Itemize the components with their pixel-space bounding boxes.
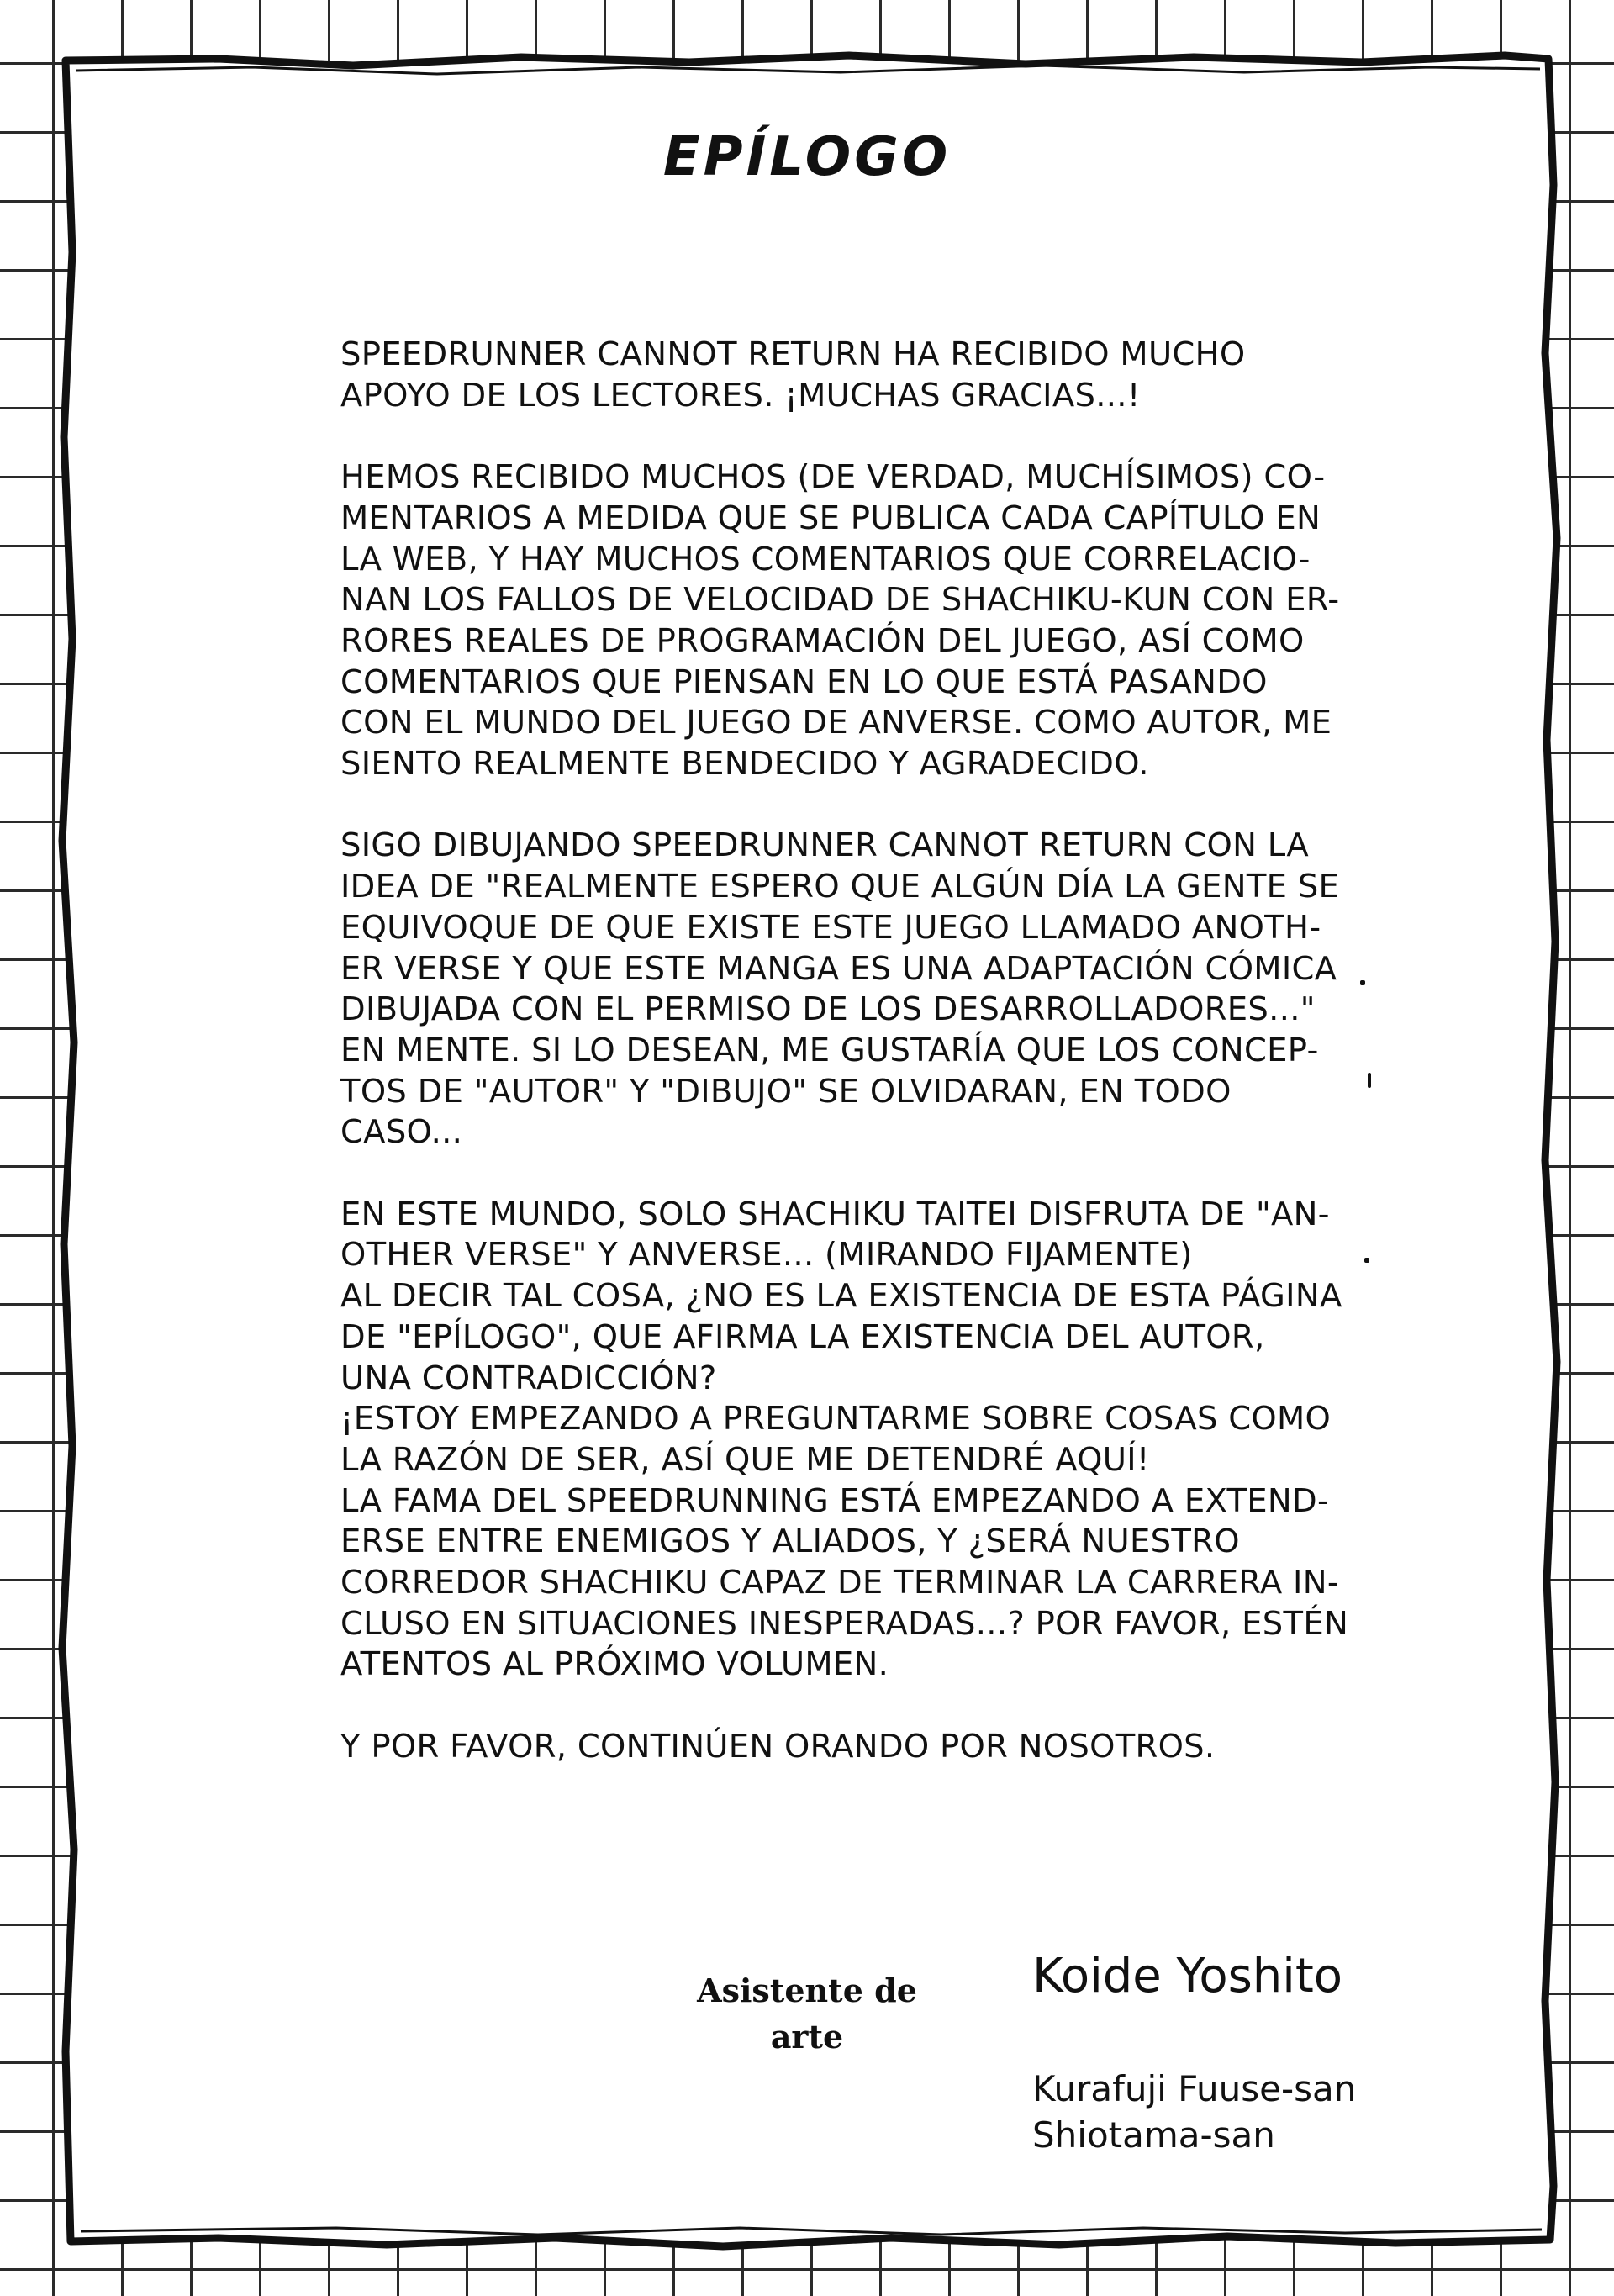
ink-speck xyxy=(1364,1258,1369,1263)
text-line: EQUIVOQUE DE QUE EXISTE ESTE JUEGO LLAMADO ANOTH- xyxy=(340,908,1321,947)
assistant-label-line: arte xyxy=(770,2018,844,2056)
art-assistant-label xyxy=(672,1967,942,2060)
text-line: UNA CONTRADICCIÓN? xyxy=(340,1359,717,1397)
text-line: LA FAMA DEL SPEEDRUNNING ESTÁ EMPEZANDO A EXTEND- xyxy=(340,1481,1330,1520)
text-line: OTHER VERSE" Y ANVERSE... (MIRANDO FIJAMENTE) xyxy=(340,1236,1193,1275)
text-line: ER VERSE Y QUE ESTE MANGA ES UNA ADAPTACIÓN CÓMICA xyxy=(340,949,1337,988)
text-line: MENTARIOS A MEDIDA QUE SE PUBLICA CADA CAPÍTULO EN xyxy=(340,499,1321,537)
text-line: APOYO DE LOS LECTORES. ¡MUCHAS GRACIAS...! xyxy=(340,376,1141,414)
text-line: LA WEB, Y HAY MUCHOS COMENTARIOS QUE CORRELACIO- xyxy=(340,540,1311,578)
text-line: DE "EPÍLOGO", QUE AFIRMA LA EXISTENCIA DEL AUTOR, xyxy=(340,1317,1265,1356)
text-line: AL DECIR TAL COSA, ¿NO ES LA EXISTENCIA DE ESTA PÁGINA xyxy=(340,1277,1342,1316)
paragraph-2 xyxy=(340,457,1383,785)
text-line: Y POR FAVOR, CONTINÚEN ORANDO POR NOSOTROS. xyxy=(340,1727,1216,1766)
author-name: Koide Yoshito xyxy=(1032,1949,1343,2003)
text-line: RORES REALES DE PROGRAMACIÓN DEL JUEGO, ASÍ COMO xyxy=(340,621,1305,660)
text-line: NAN LOS FALLOS DE VELOCIDAD DE SHACHIKU-KUN CON ER- xyxy=(340,581,1340,620)
assistant-name: Shiotama-san xyxy=(1032,2114,1275,2156)
text-line: DIBUJADA CON EL PERMISO DE LOS DESARROLLADORES..." xyxy=(340,990,1316,1029)
ink-speck xyxy=(1368,1073,1371,1088)
text-line: CORREDOR SHACHIKU CAPAZ DE TERMINAR LA CARRERA IN- xyxy=(340,1564,1340,1602)
assistant-names xyxy=(1032,2066,1356,2158)
text-line: HEMOS RECIBIDO MUCHOS (DE VERDAD, MUCHÍSIMOS) CO- xyxy=(340,458,1326,497)
paragraph-1 xyxy=(340,335,1383,416)
paragraph-3 xyxy=(340,826,1383,1153)
text-line: EN ESTE MUNDO, SOLO SHACHIKU TAITEI DISFRUTA DE "AN- xyxy=(340,1195,1330,1233)
text-line: CLUSO EN SITUACIONES INESPERADAS...? POR FAVOR, ESTÉN xyxy=(340,1604,1349,1643)
assistant-label-line: Asistente de xyxy=(697,1971,917,2009)
text-line: COMENTARIOS QUE PIENSAN EN LO QUE ESTÁ PASANDO xyxy=(340,662,1268,701)
paragraph-5 xyxy=(340,1727,1383,1768)
text-line: CON EL MUNDO DEL JUEGO DE ANVERSE. COMO AUTOR, ME xyxy=(340,704,1332,742)
paragraph-4 xyxy=(340,1195,1383,1686)
ink-speck xyxy=(1360,980,1365,985)
text-line: EN MENTE. SI LO DESEAN, ME GUSTARÍA QUE LOS CONCEP- xyxy=(340,1031,1319,1069)
page-title: EPÍLOGO xyxy=(662,126,952,188)
text-line: SPEEDRUNNER CANNOT RETURN HA RECIBIDO MUCHO xyxy=(340,335,1246,373)
text-line: ATENTOS AL PRÓXIMO VOLUMEN. xyxy=(340,1645,889,1684)
text-line: TOS DE "AUTOR" Y "DIBUJO" SE OLVIDARAN, EN TODO xyxy=(340,1072,1232,1111)
assistant-name: Kurafuji Fuuse-san xyxy=(1032,2068,1357,2109)
text-line: ERSE ENTRE ENEMIGOS Y ALIADOS, Y ¿SERÁ NUESTRO xyxy=(340,1523,1240,1561)
text-line: ¡ESTOY EMPEZANDO A PREGUNTARME SOBRE COSAS COMO xyxy=(340,1400,1332,1438)
text-line: CASO... xyxy=(340,1113,463,1152)
text-line: SIGO DIBUJANDO SPEEDRUNNER CANNOT RETURN CON LA xyxy=(340,826,1309,865)
text-line: IDEA DE "REALMENTE ESPERO QUE ALGÚN DÍA LA GENTE SE xyxy=(340,868,1340,906)
text-line: LA RAZÓN DE SER, ASÍ QUE ME DETENDRÉ AQUÍ! xyxy=(340,1440,1150,1479)
epilogue-body xyxy=(340,335,1383,1808)
text-line: SIENTO REALMENTE BENDECIDO Y AGRADECIDO. xyxy=(340,745,1149,784)
